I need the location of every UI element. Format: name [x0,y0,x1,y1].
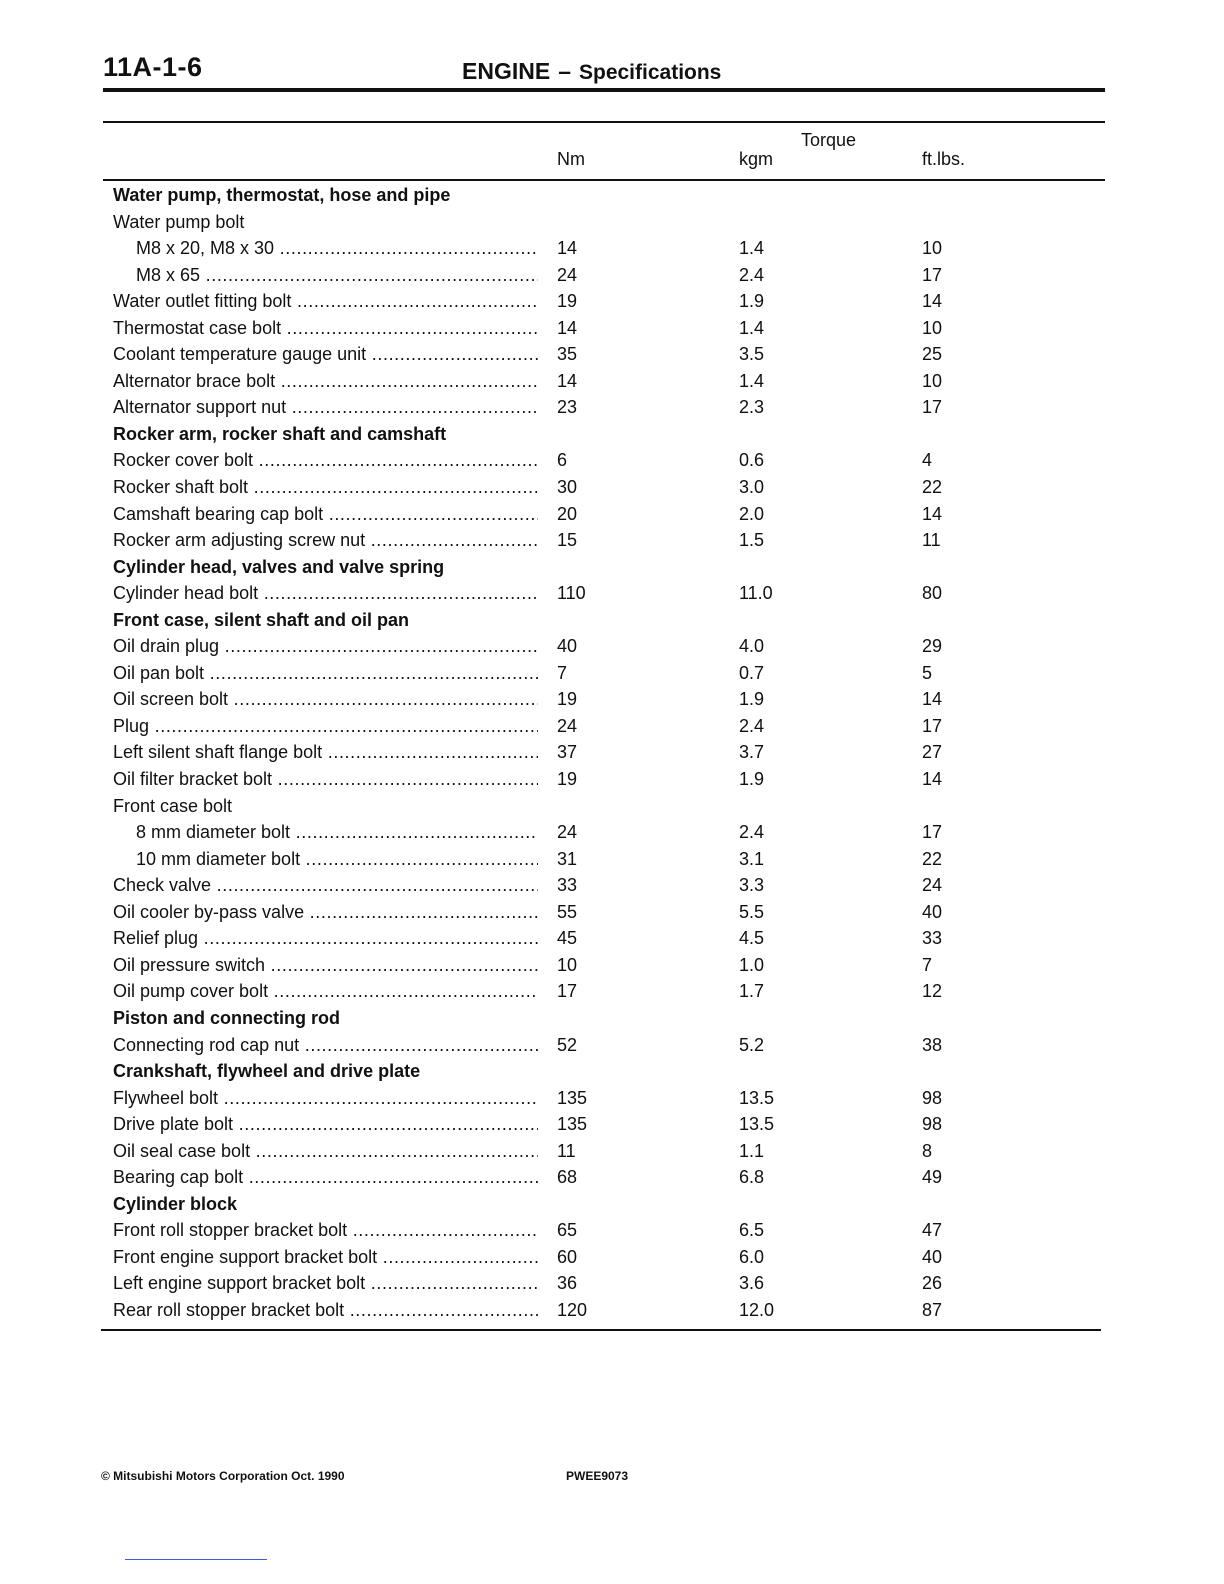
row-label: M8 x 20, M8 x 30 ..... [136,238,538,259]
table-row [0,661,1224,688]
cell-kgm: 5.5 [739,901,765,922]
cell-nm: 23 [557,397,578,418]
section-heading-row [0,608,1224,635]
page-number: 11A-1-6 [103,52,203,82]
table-row [0,634,1224,661]
cell-kgm: 3.0 [739,477,765,498]
table-row [0,1086,1224,1113]
section-heading-row [0,555,1224,582]
cell-nm: 65 [557,1220,578,1241]
row-label: Thermostat case bolt ..... [113,318,538,339]
row-label: Oil screen bolt ..... [113,689,538,710]
row-label: Rear roll stopper bracket bolt ..... [113,1300,538,1321]
cell-kgm: 12.0 [739,1299,775,1320]
table-row [0,1218,1224,1245]
row-label: Coolant temperature gauge unit ..... [113,344,538,365]
cell-nm: 14 [557,370,578,391]
cell-ftlbs: 49 [922,1167,943,1188]
cell-ftlbs: 22 [922,477,943,498]
table-bottom-rule [101,1329,1101,1331]
cell-nm: 110 [557,583,586,604]
row-label: 8 mm diameter bolt ..... [136,822,538,843]
row-label: Rocker arm adjusting screw nut ..... [113,530,538,551]
cell-ftlbs: 47 [922,1220,943,1241]
cell-ftlbs: 10 [922,370,943,391]
table-row [0,1033,1224,1060]
cell-ftlbs: 17 [922,264,943,285]
row-label: Alternator brace bolt ..... [113,371,538,392]
cell-ftlbs: 4 [922,450,933,471]
cell-kgm: 1.5 [739,530,765,551]
cell-nm: 35 [557,344,578,365]
table-row [0,1165,1224,1192]
cell-ftlbs: 40 [922,1246,943,1267]
cell-nm: 135 [557,1114,588,1135]
row-label: Front case bolt [113,795,233,816]
cell-ftlbs: 17 [922,715,943,736]
row-label: Alternator support nut ..... [113,397,538,418]
cell-kgm: 2.4 [739,715,765,736]
table-row [0,714,1224,741]
row-label: Rocker cover bolt ..... [113,450,538,471]
row-label: Oil seal case bolt ..... [113,1141,538,1162]
cell-ftlbs: 14 [922,689,943,710]
cell-kgm: 4.5 [739,928,765,949]
cell-kgm: 1.4 [739,238,765,259]
row-label: M8 x 65 ..... [136,265,538,286]
cell-kgm: 6.5 [739,1220,765,1241]
section-heading: Cylinder head, valves and valve spring [113,556,445,577]
table-row [0,289,1224,316]
cell-nm: 55 [557,901,578,922]
cell-nm: 20 [557,503,578,524]
cell-kgm: 1.7 [739,981,765,1002]
cell-nm: 14 [557,317,578,338]
footer-document-code: PWEE9073 [566,1469,629,1483]
cell-nm: 17 [557,981,578,1002]
row-label: Connecting rod cap nut ..... [113,1035,538,1056]
cell-nm: 33 [557,875,578,896]
cell-nm: 19 [557,689,578,710]
section-heading: Water pump, thermostat, hose and pipe [113,185,451,205]
cell-nm: 15 [557,530,578,551]
title-subtitle: Specifications [578,61,722,84]
section-heading: Piston and connecting rod [113,1007,341,1028]
row-label: Front engine support bracket bolt ..... [113,1247,538,1268]
cell-kgm: 3.3 [739,875,765,896]
section-heading: Rocker arm, rocker shaft and camshaft [113,423,447,444]
cell-ftlbs: 27 [922,742,943,763]
table-row [0,1139,1224,1166]
row-label: Oil pressure switch ..... [113,955,538,976]
row-label: Oil pump cover bolt ..... [113,981,538,1002]
cell-kgm: 3.1 [739,848,765,869]
table-row [0,847,1224,874]
row-label: Plug ..... [113,716,538,737]
table-row [0,767,1224,794]
table-row [0,979,1224,1006]
row-label: Left engine support bracket bolt ..... [113,1273,538,1294]
cell-ftlbs: 17 [922,397,943,418]
cell-kgm: 13.5 [739,1114,775,1135]
table-row [0,528,1224,555]
cell-kgm: 1.4 [739,370,765,391]
torque-group-header: Torque [801,130,857,150]
table-row [0,1298,1224,1325]
table-row [0,873,1224,900]
cell-nm: 24 [557,822,578,843]
header-rule [103,88,1105,92]
row-label: Oil filter bracket bolt ..... [113,769,538,790]
table-row [0,369,1224,396]
row-label: Camshaft bearing cap bolt ..... [113,504,538,525]
table-row [0,687,1224,714]
cell-nm: 6 [557,450,568,471]
row-label: Left silent shaft flange bolt ..... [113,742,538,763]
cell-nm: 52 [557,1034,578,1055]
cell-nm: 24 [557,715,578,736]
cell-ftlbs: 26 [922,1273,943,1294]
table-row [0,316,1224,343]
row-label: Front roll stopper bracket bolt ..... [113,1220,538,1241]
table-row [0,953,1224,980]
page-title [462,58,721,85]
cell-kgm: 1.4 [739,317,765,338]
cell-kgm: 1.9 [739,769,765,790]
cell-nm: 45 [557,928,578,949]
cell-ftlbs: 17 [922,822,943,843]
cell-kgm: 3.7 [739,742,765,763]
table-row [0,740,1224,767]
cell-kgm: 5.2 [739,1034,765,1055]
section-heading: Crankshaft, flywheel and drive plate [113,1061,421,1082]
row-label: Rocker shaft bolt ..... [113,477,538,498]
cell-ftlbs: 80 [922,583,943,604]
section-heading-row [0,422,1224,449]
cell-nm: 30 [557,477,578,498]
table-row [0,342,1224,369]
section-heading-row [0,1006,1224,1033]
cell-nm: 14 [557,238,578,259]
cell-ftlbs: 98 [922,1087,943,1108]
row-label: Oil drain plug ..... [113,636,538,657]
cell-nm: 40 [557,636,578,657]
section-heading-row [0,183,1224,210]
cell-nm: 11 [557,1140,576,1161]
column-header-ftlbs: ft.lbs. [922,149,966,169]
torque-table-body [0,183,1224,1325]
cell-kgm: 13.5 [739,1087,775,1108]
cell-ftlbs: 10 [922,238,943,259]
cell-ftlbs: 7 [922,954,933,975]
row-label: Flywheel bolt ..... [113,1088,538,1109]
cell-kgm: 1.0 [739,954,765,975]
cell-nm: 60 [557,1246,578,1267]
column-header-kgm: kgm [739,149,774,169]
cell-kgm: 3.5 [739,344,765,365]
table-row [0,448,1224,475]
section-heading: Cylinder block [113,1193,238,1214]
cell-ftlbs: 11 [922,530,941,551]
cell-nm: 7 [557,662,568,683]
section-heading-row [0,1192,1224,1219]
cell-ftlbs: 25 [922,344,943,365]
row-label: Oil pan bolt ..... [113,663,538,684]
section-heading-row [0,1059,1224,1086]
table-row [0,1112,1224,1139]
cell-kgm: 2.3 [739,397,765,418]
cell-ftlbs: 29 [922,636,943,657]
cell-ftlbs: 5 [922,662,933,683]
table-row [0,1245,1224,1272]
cell-ftlbs: 12 [922,981,943,1002]
cell-kgm: 2.0 [739,503,765,524]
cell-nm: 19 [557,291,578,312]
cell-ftlbs: 14 [922,769,943,790]
cell-nm: 31 [557,848,578,869]
row-label: Relief plug ..... [113,928,538,949]
row-label: 10 mm diameter bolt ..... [136,849,538,870]
row-label: Oil cooler by-pass valve ..... [113,902,538,923]
cell-nm: 36 [557,1273,578,1294]
column-header-nm: Nm [557,149,585,169]
table-row [0,395,1224,422]
title-separator: – [558,58,571,84]
table-row [0,794,1224,821]
row-label: Cylinder head bolt ..... [113,583,538,604]
cell-nm: 10 [557,954,578,975]
cell-ftlbs: 22 [922,848,943,869]
cell-ftlbs: 87 [922,1299,943,1320]
cell-ftlbs: 24 [922,875,943,896]
table-row [0,263,1224,290]
cell-kgm: 6.0 [739,1246,765,1267]
cell-kgm: 2.4 [739,264,765,285]
table-row [0,236,1224,263]
table-header-rule [103,179,1105,181]
cell-ftlbs: 14 [922,503,943,524]
cell-ftlbs: 33 [922,928,943,949]
table-row [0,820,1224,847]
row-label: Check valve ..... [113,875,538,896]
cell-nm: 68 [557,1167,578,1188]
row-label: Bearing cap bolt ..... [113,1167,538,1188]
cell-kgm: 4.0 [739,636,765,657]
cell-kgm: 1.1 [739,1140,765,1161]
cell-kgm: 0.7 [739,662,765,683]
cell-nm: 37 [557,742,578,763]
cell-ftlbs: 98 [922,1114,943,1135]
cell-kgm: 0.6 [739,450,765,471]
section-heading: Front case, silent shaft and oil pan [113,609,410,630]
table-row [0,926,1224,953]
table-row [0,210,1224,237]
table-top-rule [103,121,1105,123]
cell-kgm: 3.6 [739,1273,765,1294]
cell-nm: 19 [557,769,578,790]
table-row [0,581,1224,608]
footer-underline [125,1559,267,1560]
cell-ftlbs: 38 [922,1034,943,1055]
cell-ftlbs: 14 [922,291,943,312]
row-label: Water outlet fitting bolt ..... [113,291,538,312]
table-row [0,475,1224,502]
row-label: Drive plate bolt ..... [113,1114,538,1135]
footer-copyright: © Mitsubishi Motors Corporation Oct. 1990 [101,1469,345,1483]
cell-nm: 24 [557,264,578,285]
cell-kgm: 1.9 [739,689,765,710]
table-row [0,1271,1224,1298]
table-row [0,502,1224,529]
cell-kgm: 1.9 [739,291,765,312]
cell-ftlbs: 10 [922,317,943,338]
cell-kgm: 6.8 [739,1167,765,1188]
cell-nm: 120 [557,1299,588,1320]
title-main: ENGINE [462,58,551,84]
table-row [0,900,1224,927]
cell-kgm: 11.0 [739,583,773,604]
cell-kgm: 2.4 [739,822,765,843]
cell-ftlbs: 8 [922,1140,933,1161]
row-label: Water pump bolt [113,211,245,232]
cell-nm: 135 [557,1087,588,1108]
cell-ftlbs: 40 [922,901,943,922]
